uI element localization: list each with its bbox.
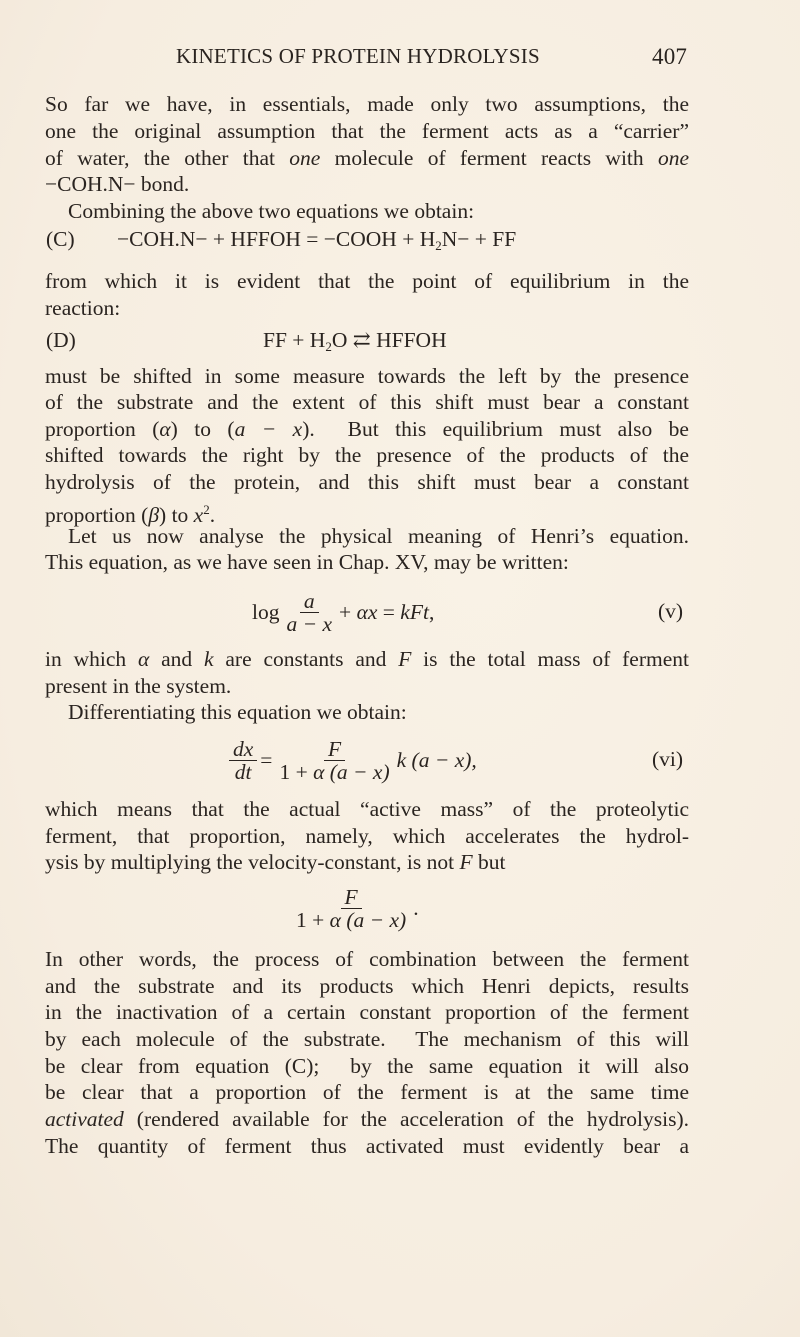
text-line	[45, 646, 689, 673]
text-line	[45, 442, 689, 469]
text-segment: ferment, that proportion, namely, which accelerates the hydrol-	[45, 824, 689, 848]
active-mass-den-rest: (a − x)	[340, 907, 407, 932]
text-segment: Differentiating this equation we obtain:	[68, 700, 407, 724]
italic-text: α	[137, 647, 150, 671]
equation-v-log: log	[252, 599, 280, 624]
text-line	[68, 523, 689, 550]
text-segment: by each molecule of the substrate. The mechanism of this will	[45, 1027, 689, 1051]
text-line	[45, 145, 689, 172]
text-line	[45, 416, 689, 443]
equation-vi-fraction	[275, 738, 393, 783]
text-segment: Combining the above two equations we obtain:	[68, 199, 475, 223]
equation-v-label: (v)	[658, 599, 684, 623]
active-mass-den-alpha: α	[329, 907, 341, 932]
text-segment: be clear from equation (C); by the same equation it will also	[45, 1054, 689, 1078]
equation-v-kft: kFt	[400, 599, 429, 624]
italic-text: one	[289, 146, 321, 170]
equation-d	[263, 327, 447, 360]
text-line	[45, 171, 689, 198]
text-segment: one the original assumption that the ferment acts as a “carrier”	[45, 119, 689, 143]
equation-d-subscript: 2	[325, 339, 332, 354]
text-segment: .	[209, 503, 216, 527]
text-segment: The quantity of ferment thus activated must evidently bear a	[45, 1134, 689, 1158]
active-mass-den-one: 1 +	[296, 907, 330, 932]
text-segment: and the substrate and its products which Henri depicts, results	[45, 974, 689, 998]
text-line	[45, 295, 689, 322]
text-segment: ) to	[159, 503, 194, 527]
active-mass-fraction	[289, 884, 419, 932]
text-line	[45, 496, 689, 527]
text-segment: are constants and	[213, 647, 399, 671]
active-mass-numerator: F	[341, 886, 362, 909]
equation-v	[252, 588, 434, 636]
text-line	[45, 946, 689, 973]
text-segment: but	[472, 850, 506, 874]
equation-vi-dt: dt	[234, 759, 252, 784]
equation-vi-k: k	[396, 747, 407, 772]
text-line	[45, 849, 689, 876]
equation-v-plus: +	[339, 599, 357, 624]
equation-c-subscript: 2	[435, 238, 442, 253]
active-mass-denominator	[292, 909, 410, 931]
text-line	[45, 999, 689, 1026]
equation-v-equals: =	[377, 599, 401, 624]
equation-vi-derivative	[229, 738, 257, 783]
equation-c-right: N− + FF	[441, 227, 517, 251]
equation-vi-den-one: 1 +	[279, 759, 314, 784]
equation-v-alpha-x: αx	[356, 599, 378, 624]
text-segment: and	[149, 647, 204, 671]
text-line	[45, 673, 689, 700]
italic-text: a − x	[234, 417, 303, 441]
equation-vi-equals: =	[260, 747, 273, 772]
text-segment: of the substrate and the extent of this shift must bear a constant	[45, 390, 689, 414]
equation-vi-label: (vi)	[652, 747, 684, 771]
text-line	[68, 699, 689, 726]
text-line	[45, 1026, 689, 1053]
text-segment: hydrolysis of the protein, and this shift must bear a constant	[45, 470, 689, 494]
text-segment: shifted towards the right by the presence of the products of the	[45, 443, 689, 467]
italic-text: F	[398, 647, 412, 671]
equation-c	[117, 226, 516, 259]
text-segment: This equation, as we have seen in Chap. XV, may be written:	[45, 550, 569, 574]
superscript: 2	[203, 502, 210, 517]
text-line	[45, 1079, 689, 1106]
text-segment: (rendered available for the acceleration of the hydrolysis).	[123, 1107, 689, 1131]
text-segment: Let us now analyse the physical meaning of Henri’s equation.	[68, 524, 689, 548]
text-line	[45, 118, 689, 145]
text-line	[45, 91, 689, 118]
italic-text: x	[193, 503, 204, 527]
text-line	[45, 469, 689, 496]
text-segment: ysis by multiplying the velocity-constant, is not	[45, 850, 460, 874]
equation-v-numerator: a	[300, 590, 319, 613]
text-segment: in which	[45, 647, 138, 671]
equation-vi-numerator: F	[324, 738, 345, 761]
italic-text: F	[459, 850, 473, 874]
text-line	[45, 1053, 689, 1080]
text-segment: ) to (	[170, 417, 235, 441]
text-segment: ). But this equilibrium must also be	[302, 417, 689, 441]
equation-vi-denominator	[275, 761, 393, 783]
equation-v-fraction	[282, 590, 336, 635]
active-mass-fraction-body	[292, 886, 410, 931]
equation-vi-den-alpha: α	[313, 759, 325, 784]
page-number: 407	[652, 44, 688, 69]
text-line	[45, 973, 689, 1000]
text-line	[45, 389, 689, 416]
italic-text: α	[159, 417, 171, 441]
text-segment: from which it is evident that the point of equilibrium in the	[45, 269, 689, 293]
text-segment: reaction:	[45, 296, 121, 320]
text-segment: which means that the actual “active mass” of the proteolytic	[45, 797, 689, 821]
text-segment: molecule of ferment reacts with	[320, 146, 658, 170]
text-segment: proportion (	[45, 417, 160, 441]
italic-text: one	[657, 146, 689, 170]
text-segment: be clear that a proportion of the ferment is at the same time	[45, 1080, 689, 1104]
equation-vi-dx: dx	[229, 738, 257, 761]
equation-v-comma: ,	[428, 599, 435, 624]
text-line	[45, 549, 689, 576]
equation-vi-tail: (a − x),	[406, 747, 477, 772]
text-line	[45, 363, 689, 390]
text-line	[45, 268, 689, 295]
equation-d-left: FF + H	[263, 328, 326, 352]
equation-vi-den-rest: (a − x)	[324, 759, 390, 784]
equation-c-left: −COH.N− + HFFOH = −COOH + H	[117, 227, 436, 251]
equation-vi	[226, 736, 477, 784]
equation-v-denominator: a − x	[286, 611, 333, 636]
italic-text: β	[148, 503, 160, 527]
equation-d-label: (D)	[46, 328, 76, 352]
text-segment: is the total mass of ferment	[411, 647, 689, 671]
text-line	[45, 1133, 689, 1160]
text-line	[45, 823, 689, 850]
active-mass-period: .	[413, 895, 419, 920]
text-segment: proportion (	[45, 503, 149, 527]
text-segment: in the inactivation of a certain constant proportion of the ferment	[45, 1000, 689, 1024]
text-segment: present in the system.	[45, 674, 232, 698]
text-line	[45, 796, 689, 823]
text-line	[68, 198, 689, 225]
text-segment: of water, the other that	[45, 146, 290, 170]
equation-c-label: (C)	[46, 227, 75, 251]
text-segment: In other words, the process of combination between the ferment	[45, 947, 689, 971]
text-segment: So far we have, in essentials, made only two assumptions, the	[45, 92, 689, 116]
equation-d-right: O ⇄ HFFOH	[331, 328, 447, 352]
italic-text: k	[203, 647, 214, 671]
text-segment: must be shifted in some measure towards the left by the presence	[45, 364, 689, 388]
text-line	[45, 1106, 689, 1133]
text-segment: −COH.N− bond.	[45, 172, 190, 196]
italic-text: activated	[45, 1107, 124, 1131]
running-header-title: KINETICS OF PROTEIN HYDROLYSIS	[176, 44, 540, 68]
